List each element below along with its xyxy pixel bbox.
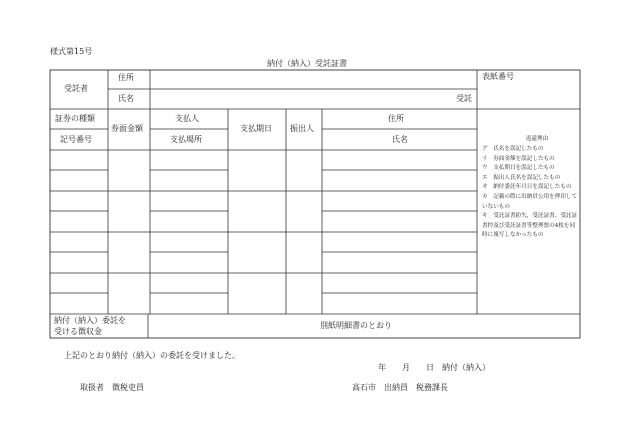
reason-ki: キ 受託証書紛失，受託証書、受託証書控及び受託証書等整理票の4枚を同時に複写しなかったもの: [482, 213, 578, 239]
col-face-amount: 券面金額: [111, 124, 143, 133]
date-line: 年 月 日 納付（納入）: [378, 363, 490, 372]
handler: 取扱者 徴税吏員: [80, 383, 144, 392]
col-payer: 支払人: [175, 114, 199, 123]
details-note: 別紙明細書のとおり: [320, 321, 392, 330]
trustee-label: 受託者: [64, 84, 88, 93]
cover-number-label: 表紙番号: [482, 72, 514, 81]
return-reasons: [482, 134, 580, 241]
reason-ka: カ 記載の際に出納員公用を押印していないもの: [482, 193, 578, 210]
form-number: 様式第15号: [50, 47, 93, 56]
address-label: 住所: [118, 73, 134, 82]
trustee-suffix: 受託: [456, 94, 472, 103]
reason-a: ア 氏名を誤記したもの: [482, 146, 544, 152]
col-security-type: 証券の種類: [55, 114, 95, 123]
col-code-number: 記号番号: [60, 135, 92, 144]
col-name: 氏名: [392, 135, 408, 144]
col-pay-date: 支払期日: [240, 124, 272, 133]
form-title: 納付（納入）受託証書: [267, 59, 347, 68]
issuer: 高石市 出納員 税務課長: [352, 383, 448, 392]
reasons-head: 返還理由: [525, 136, 549, 142]
reason-o: オ 納付委託年月日を誤記したもの: [482, 184, 572, 191]
consign-receiver-label-2: 受ける徴収金: [54, 327, 102, 336]
col-drawer: 振出人: [290, 124, 314, 133]
reason-i: イ 券面金額を誤記したもの: [482, 155, 555, 162]
reason-e: エ 振出人氏名を誤記したもの: [482, 174, 561, 181]
reason-u: ウ 支払期日を誤記したもの: [482, 165, 555, 172]
col-address: 住所: [388, 114, 404, 123]
consign-receiver-label-1: 納付（納入）委託を: [54, 316, 126, 325]
col-pay-place: 支払場所: [170, 135, 202, 144]
name-label: 氏名: [118, 94, 134, 103]
statement: 上記のとおり納付（納入）の委託を受けました。: [64, 351, 240, 360]
